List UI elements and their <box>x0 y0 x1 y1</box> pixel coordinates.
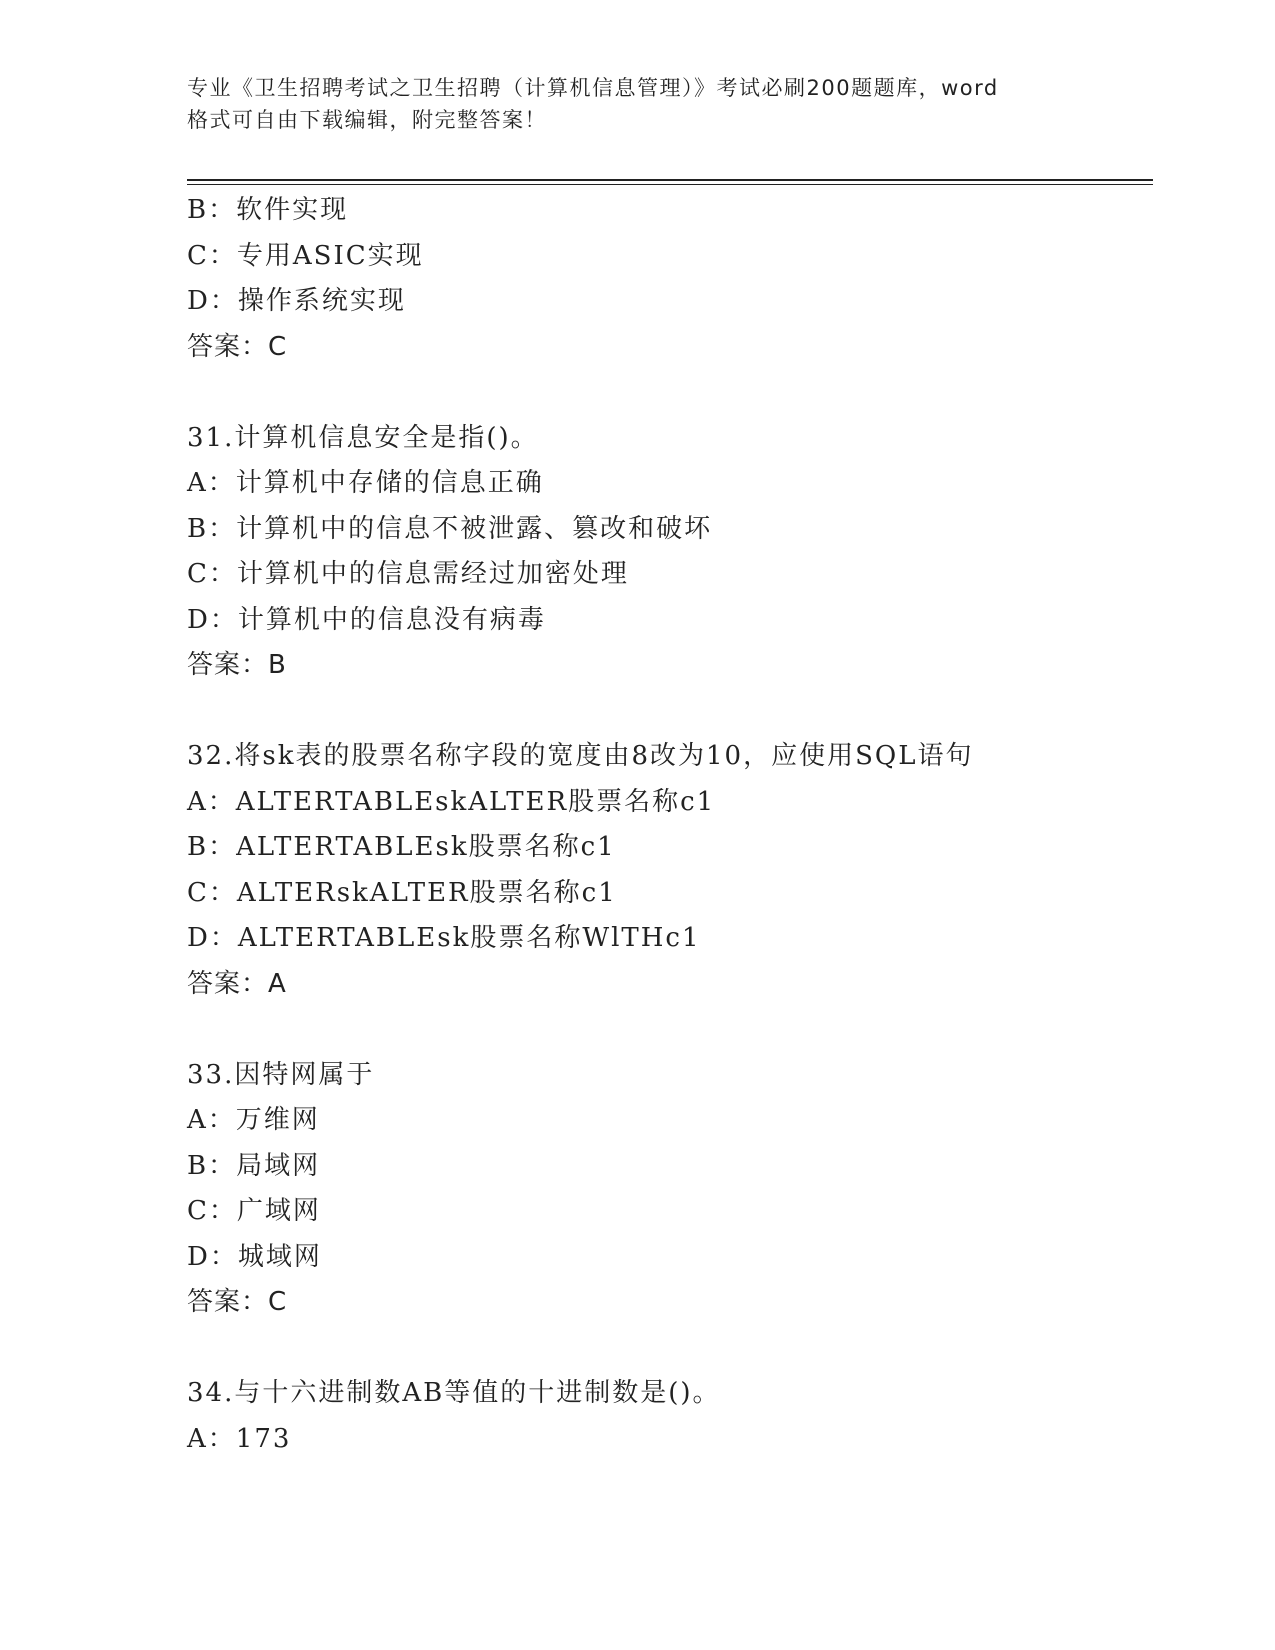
question-list <box>187 188 1153 1462</box>
question-stem: 34.与十六进制数AB等值的十进制数是()。 <box>187 1378 721 1408</box>
option-c: C：广域网 <box>187 1196 321 1226</box>
spacer <box>187 689 1153 735</box>
option-b: B：ALTERTABLEsk股票名称c1 <box>187 832 616 862</box>
option-a: A：173 <box>187 1423 292 1454</box>
answer-label: 答案：C <box>187 331 288 362</box>
answer-label: 答案：B <box>187 650 287 680</box>
question-stem: 31.计算机信息安全是指()。 <box>187 422 539 453</box>
question-33 <box>187 1053 1153 1326</box>
option-d: D：操作系统实现 <box>187 286 406 316</box>
option-b: B：计算机中的信息不被泄露、篡改和破坏 <box>187 513 713 544</box>
option-d: D：计算机中的信息没有病毒 <box>187 604 546 635</box>
spacer <box>187 1007 1153 1053</box>
header-divider-thick <box>187 179 1153 181</box>
question-34 <box>187 1371 1153 1462</box>
option-b: B：软件实现 <box>187 195 349 225</box>
option-d: D：ALTERTABLEsk股票名称WlTHc1 <box>187 923 701 953</box>
header-line-2: 格式可自由下载编辑，附完整答案！ <box>187 108 547 132</box>
option-c: C：ALTERskALTER股票名称c1 <box>187 877 617 908</box>
question-stem: 32.将sk表的股票名称字段的宽度由8改为10，应使用SQL语句 <box>187 741 974 771</box>
option-a: A：万维网 <box>187 1105 320 1135</box>
question-32 <box>187 734 1153 1007</box>
question-30-continuation <box>187 188 1153 370</box>
spacer <box>187 370 1153 416</box>
option-c: C：专用ASIC实现 <box>187 240 424 271</box>
answer-label: 答案：A <box>187 968 287 999</box>
document-header <box>187 72 1087 136</box>
option-c: C：计算机中的信息需经过加密处理 <box>187 559 629 589</box>
option-a: A：计算机中存储的信息正确 <box>187 468 544 498</box>
header-divider-thin <box>187 184 1153 185</box>
option-a: A：ALTERTABLEskALTER股票名称c1 <box>187 786 716 817</box>
option-d: D：城域网 <box>187 1241 322 1272</box>
answer-label: 答案：C <box>187 1287 288 1317</box>
option-b: B：局域网 <box>187 1150 321 1181</box>
header-line-1: 专业《卫生招聘考试之卫生招聘（计算机信息管理）》考试必刷200题题库，word <box>187 76 999 100</box>
spacer <box>187 1326 1153 1372</box>
question-31 <box>187 416 1153 689</box>
question-stem: 33.因特网属于 <box>187 1059 375 1090</box>
